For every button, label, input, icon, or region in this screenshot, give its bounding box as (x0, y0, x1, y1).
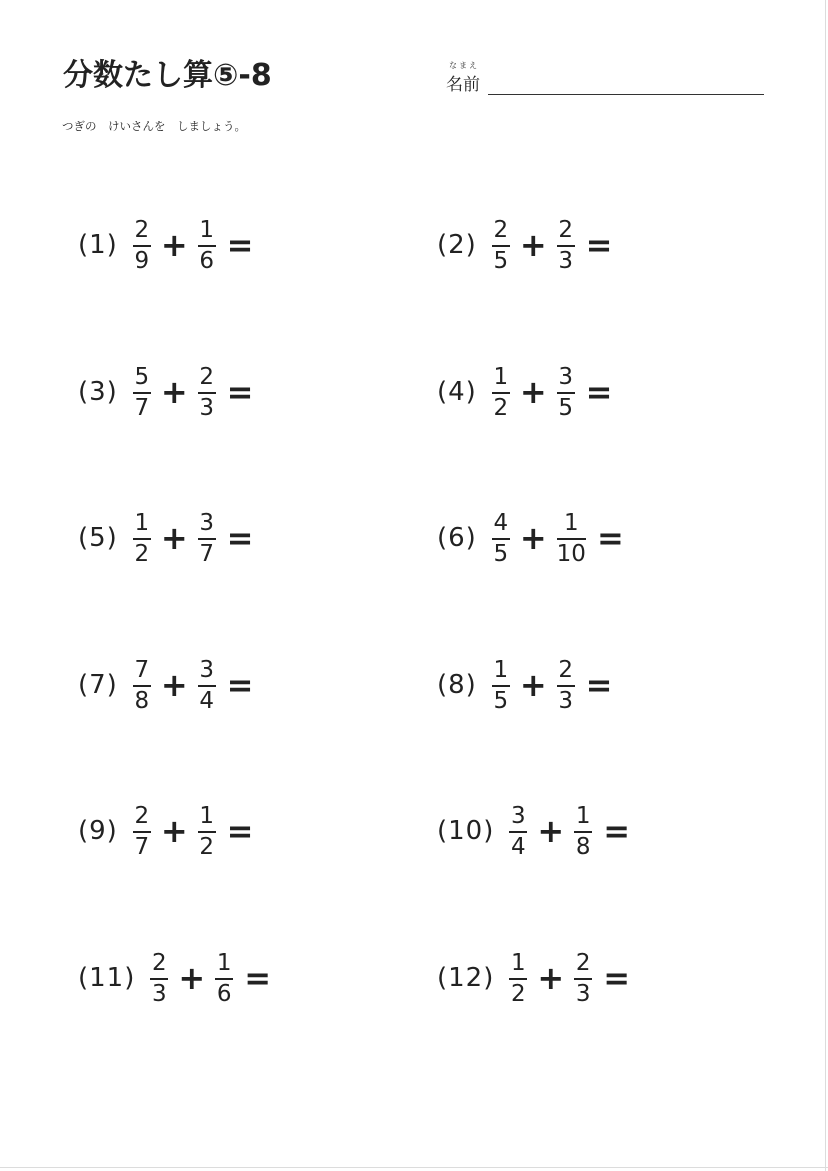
fraction-bar (133, 831, 151, 833)
fraction-b (556, 365, 576, 420)
fraction-b (197, 218, 217, 273)
fraction-b-denominator: 7 (199, 540, 214, 567)
fraction-bar (150, 978, 168, 980)
fraction-bar (557, 538, 586, 540)
name-ruby: なまえ (449, 61, 479, 70)
fraction-a-numerator: 7 (134, 656, 150, 683)
fraction-bar (133, 685, 151, 687)
problem-item (437, 503, 633, 573)
fraction-a-denominator: 9 (134, 247, 150, 274)
fraction-bar (557, 685, 575, 687)
plus-sign: + (519, 519, 547, 557)
problem-number: (7) (78, 670, 118, 700)
equals-sign: = (226, 226, 254, 264)
fraction-bar (198, 245, 216, 247)
fraction-b-denominator: 8 (575, 833, 591, 860)
fraction-a (491, 218, 511, 273)
equals-sign: = (244, 959, 271, 997)
problem-number: (11) (78, 963, 136, 993)
fraction-b (573, 804, 593, 859)
problem-number: (4) (437, 377, 477, 407)
fraction-b-denominator: 3 (575, 980, 591, 1007)
fraction-bar (133, 538, 151, 540)
fraction-a (491, 658, 511, 713)
fraction-a-numerator: 1 (511, 949, 526, 976)
problem-item (78, 943, 280, 1013)
fraction-bar (215, 978, 233, 980)
fraction-b-denominator: 6 (199, 247, 214, 274)
fraction-b-numerator: 1 (199, 216, 214, 243)
equals-sign: = (603, 812, 630, 850)
fraction-a-denominator: 2 (493, 394, 509, 421)
plus-sign: + (160, 666, 188, 704)
page-edge-right (825, 0, 826, 1171)
fraction-b (197, 658, 217, 713)
fraction-bar (557, 392, 575, 394)
fraction-a-denominator: 3 (152, 980, 167, 1007)
fraction-a-numerator: 2 (134, 216, 150, 243)
fraction-a-numerator: 1 (134, 509, 150, 536)
fraction-a-denominator: 4 (511, 833, 526, 860)
fraction-a-denominator: 7 (134, 394, 150, 421)
fraction-bar (492, 392, 510, 394)
fraction-a (491, 365, 511, 420)
fraction-a-denominator: 2 (134, 540, 150, 567)
fraction-bar (492, 245, 510, 247)
fraction-a (508, 951, 528, 1006)
equals-sign: = (585, 666, 613, 704)
fraction-bar (198, 392, 216, 394)
fraction-bar (509, 978, 527, 980)
fraction-b (197, 511, 217, 566)
fraction-b-denominator: 2 (199, 833, 214, 860)
fraction-bar (198, 538, 216, 540)
fraction-bar (574, 831, 592, 833)
name-field-area (446, 60, 766, 100)
page-edge-bottom (0, 1167, 828, 1168)
name-write-line[interactable] (488, 94, 764, 95)
fraction-b (556, 218, 576, 273)
equals-sign: = (585, 226, 613, 264)
fraction-bar (133, 392, 151, 394)
fraction-b-denominator: 3 (199, 394, 214, 421)
fraction-b-numerator: 3 (199, 656, 214, 683)
fraction-a-numerator: 3 (511, 802, 526, 829)
plus-sign: + (178, 959, 206, 997)
problem-item (78, 210, 262, 280)
fraction-b-numerator: 2 (558, 216, 573, 243)
instruction-text: つぎの けいさんを しましょう。 (62, 119, 246, 133)
problem-item (437, 943, 639, 1013)
fraction-a (132, 365, 152, 420)
equals-sign: = (226, 812, 254, 850)
problem-number: (9) (78, 816, 118, 846)
fraction-b-denominator: 6 (216, 980, 232, 1007)
fraction-bar (198, 831, 216, 833)
fraction-b-denominator: 3 (558, 247, 573, 274)
problem-item (437, 210, 621, 280)
plus-sign: + (519, 373, 547, 411)
problem-number: (10) (437, 816, 495, 846)
fraction-a (149, 951, 169, 1006)
fraction-a-numerator: 4 (493, 509, 509, 536)
fraction-a-numerator: 1 (493, 363, 509, 390)
fraction-b (556, 658, 576, 713)
fraction-b-numerator: 1 (199, 802, 214, 829)
fraction-a-denominator: 8 (134, 687, 150, 714)
fraction-b (556, 511, 587, 566)
fraction-a-numerator: 2 (493, 216, 509, 243)
fraction-a-numerator: 2 (134, 802, 150, 829)
problem-number: (1) (78, 230, 118, 260)
fraction-bar (557, 245, 575, 247)
fraction-b-numerator: 3 (199, 509, 214, 536)
problem-item (78, 357, 262, 427)
fraction-a (132, 804, 152, 859)
equals-sign: = (226, 666, 254, 704)
equals-sign: = (585, 373, 613, 411)
plus-sign: + (537, 812, 565, 850)
fraction-a (132, 511, 152, 566)
fraction-a (508, 804, 528, 859)
fraction-bar (492, 685, 510, 687)
name-label: 名前 (446, 75, 480, 95)
fraction-b (197, 804, 217, 859)
fraction-b-denominator: 10 (556, 540, 586, 567)
fraction-b-numerator: 2 (575, 949, 591, 976)
equals-sign: = (226, 519, 254, 557)
fraction-a-denominator: 5 (493, 247, 509, 274)
fraction-b (197, 365, 217, 420)
equals-sign: = (603, 959, 630, 997)
problem-number: (12) (437, 963, 495, 993)
problem-number: (6) (437, 523, 477, 553)
fraction-b-denominator: 3 (558, 687, 573, 714)
fraction-b-numerator: 2 (558, 656, 573, 683)
fraction-b (573, 951, 593, 1006)
plus-sign: + (160, 226, 188, 264)
fraction-a-denominator: 7 (134, 833, 150, 860)
problem-item (78, 650, 262, 720)
fraction-a (491, 511, 511, 566)
problem-item (437, 357, 621, 427)
fraction-b-numerator: 1 (216, 949, 232, 976)
fraction-a-numerator: 2 (152, 949, 167, 976)
problem-number: (2) (437, 230, 477, 260)
fraction-a (132, 218, 152, 273)
problem-item (78, 796, 262, 866)
fraction-b-numerator: 3 (558, 363, 573, 390)
plus-sign: + (519, 226, 547, 264)
fraction-b-denominator: 5 (558, 394, 573, 421)
fraction-a-numerator: 1 (493, 656, 509, 683)
problem-item (437, 650, 621, 720)
problem-item (437, 796, 639, 866)
fraction-a (132, 658, 152, 713)
fraction-bar (492, 538, 510, 540)
fraction-bar (509, 831, 527, 833)
fraction-a-numerator: 5 (134, 363, 150, 390)
plus-sign: + (160, 812, 188, 850)
fraction-a-denominator: 5 (493, 540, 509, 567)
fraction-a-denominator: 2 (511, 980, 526, 1007)
fraction-b-numerator: 1 (575, 802, 591, 829)
problem-number: (3) (78, 377, 118, 407)
fraction-b-denominator: 4 (199, 687, 214, 714)
problem-item (78, 503, 262, 573)
plus-sign: + (519, 666, 547, 704)
worksheet-title: 分数たし算⑤-8 (63, 58, 272, 93)
fraction-bar (198, 685, 216, 687)
problem-number: (5) (78, 523, 118, 553)
fraction-b-numerator: 1 (563, 509, 579, 536)
fraction-bar (574, 978, 592, 980)
fraction-bar (133, 245, 151, 247)
plus-sign: + (160, 519, 188, 557)
plus-sign: + (537, 959, 565, 997)
equals-sign: = (596, 519, 624, 557)
equals-sign: = (226, 373, 254, 411)
fraction-a-denominator: 5 (493, 687, 509, 714)
fraction-b (214, 951, 234, 1006)
problem-number: (8) (437, 670, 477, 700)
plus-sign: + (160, 373, 188, 411)
fraction-b-numerator: 2 (199, 363, 214, 390)
